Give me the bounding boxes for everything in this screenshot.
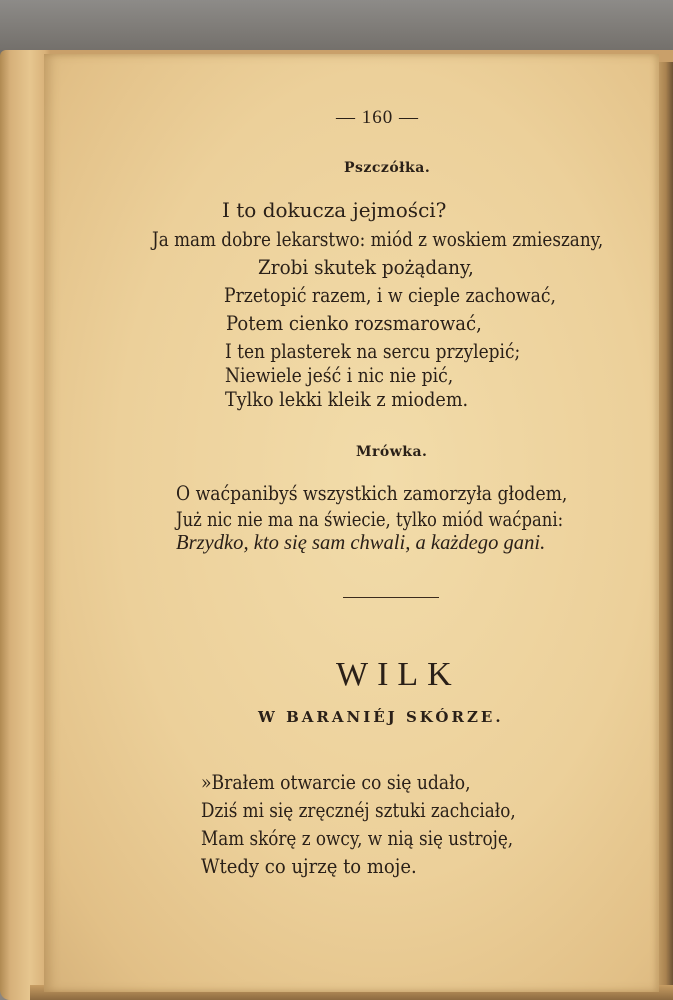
section-divider: [343, 597, 439, 598]
moral-line: Brzydko, kto się sam chwali, a każdego gani.: [176, 530, 546, 554]
poem-line: Niewiele jeść i nic nie pić,: [225, 363, 454, 387]
poem-line: I ten plasterek na sercu przylepić;: [225, 339, 521, 363]
fable-subtitle: W BARANIÉJ SKÓRZE.: [258, 708, 504, 726]
poem-line: I to dokucza jejmości?: [222, 198, 447, 222]
poem-line: O waćpanibyś wszystkich zamorzyła głodem,: [176, 481, 568, 505]
poem-line: Już nic nie ma na świecie, tylko miód waćpani:: [176, 507, 564, 531]
poem-line: Wtedy co ujrzę to moje.: [201, 854, 417, 878]
poem-line: Mam skórę z owcy, w nią się ustroję,: [201, 826, 514, 850]
poem-line: Ja mam dobre lekarstwo: miód z woskiem zmieszany,: [152, 227, 604, 251]
speaker-pszczolka: Pszczółka.: [344, 160, 431, 176]
speaker-mrowka: Mrówka.: [356, 444, 428, 460]
poem-line: Dziś mi się zręcznéj sztuki zachciało,: [201, 798, 516, 822]
page-number: — 160 —: [336, 107, 419, 128]
poem-line: Tylko lekki kleik z miodem.: [225, 387, 469, 411]
poem-line: Przetopić razem, i w cieple zachować,: [224, 283, 556, 307]
fable-title: WILK: [336, 656, 461, 693]
poem-line: Potem cienko rozsmarować,: [226, 311, 482, 335]
poem-line: »Brałem otwarcie co się udało,: [201, 770, 471, 794]
poem-line: Zrobi skutek pożądany,: [258, 255, 474, 279]
